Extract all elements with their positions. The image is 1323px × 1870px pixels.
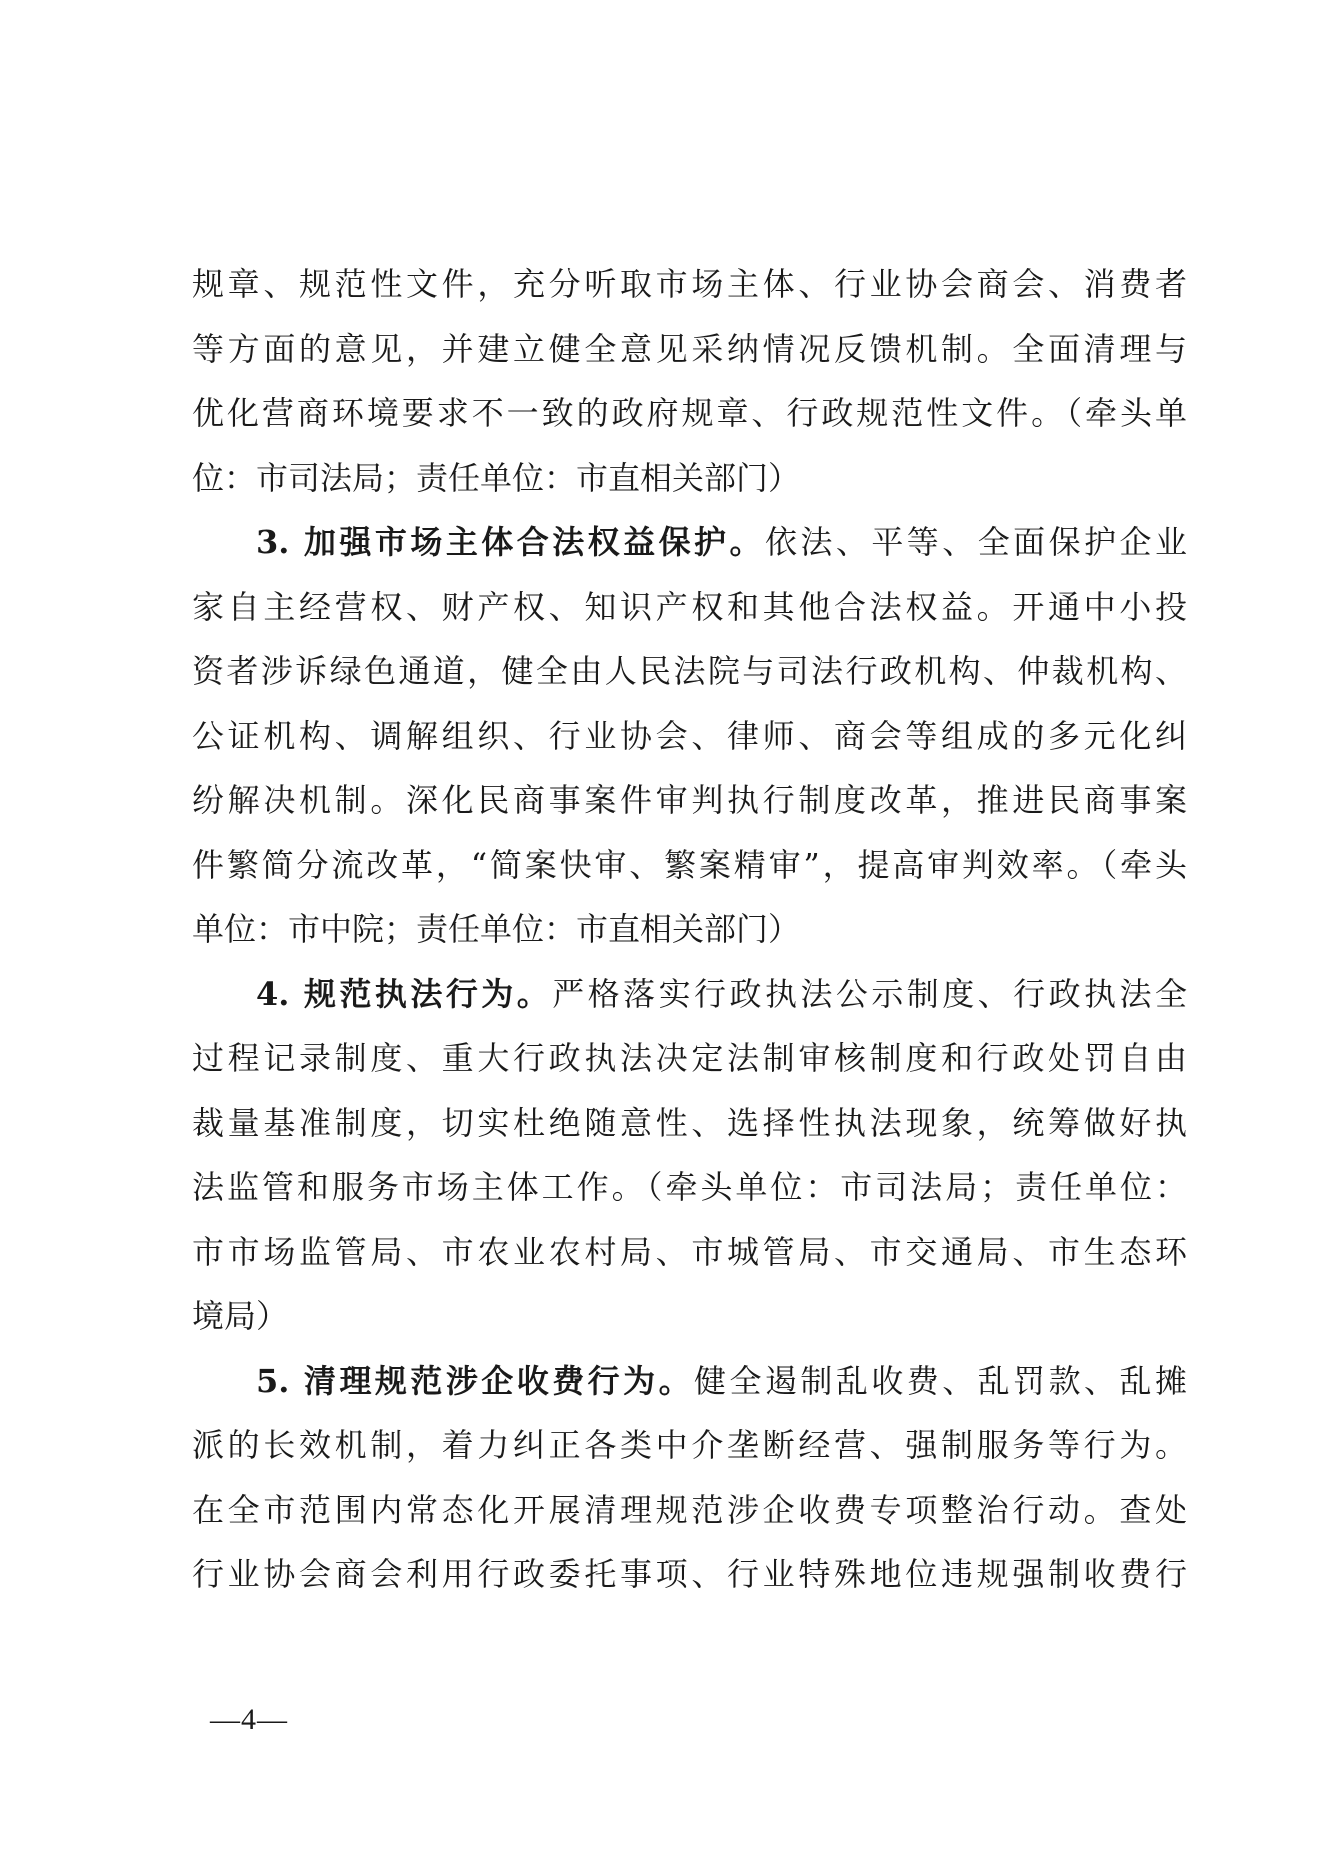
line-text: 裁量基准制度，切实杜绝随意性、选择性执法现象，统筹做好执: [192, 1103, 1187, 1142]
text-line: [192, 1413, 1187, 1478]
text-line: [192, 1284, 1187, 1349]
line-text: 公证机构、调解组织、行业协会、律师、商会等组成的多元化纠: [192, 716, 1187, 755]
text-line: [192, 446, 1187, 511]
line-text: 过程记录制度、重大行政执法决定法制审核制度和行政处罚自由: [192, 1039, 1187, 1077]
line-text: 市市场监管局、市农业农村局、市城管局、市交通局、市生态环: [192, 1232, 1187, 1271]
section-heading: 4. 规范执法行为。: [256, 974, 553, 1013]
line-text: 等方面的意见，并建立健全意见采纳情况反馈机制。全面清理与: [192, 329, 1187, 368]
section-heading: 3. 加强市场主体合法权益保护。: [256, 523, 765, 561]
line-text: 资者涉诉绿色通道，健全由人民法院与司法行政机构、仲裁机构、: [192, 652, 1187, 690]
section-3-heading-line: [192, 510, 1187, 575]
line-text: 位：市司法局；责任单位：市直相关部门）: [192, 458, 801, 497]
line-text: 境局）: [192, 1297, 289, 1335]
text-line: [192, 1091, 1187, 1156]
line-text: 件繁简分流改革，“简案快审、繁案精审”，提高审判效率。（牵头: [192, 845, 1187, 884]
text-line: [192, 897, 1187, 962]
text-line: [192, 1026, 1187, 1091]
text-line: [192, 704, 1187, 769]
text-line: [192, 639, 1187, 704]
text-line: [192, 1478, 1187, 1543]
text-line: [192, 1155, 1187, 1220]
document-body: [192, 252, 1187, 1607]
line-text: 派的长效机制，着力纠正各类中介垄断经营、强制服务等行为。: [192, 1426, 1187, 1464]
line-text: 在全市范围内常态化开展清理规范涉企收费专项整治行动。查处: [192, 1490, 1187, 1529]
line-text: 行业协会商会利用行政委托事项、行业特殊地位违规强制收费行: [192, 1555, 1187, 1593]
line-text: 健全遏制乱收费、乱罚款、乱摊: [694, 1361, 1187, 1400]
line-text: 严格落实行政执法公示制度、行政执法全: [552, 974, 1187, 1013]
line-text: 纷解决机制。深化民商事案件审判执行制度改革，推进民商事案: [192, 781, 1187, 819]
text-line: [192, 1542, 1187, 1607]
line-text: 法监管和服务市场主体工作。（牵头单位：市司法局；责任单位：: [192, 1168, 1187, 1206]
line-text: 家自主经营权、财产权、知识产权和其他合法权益。开通中小投: [192, 587, 1187, 626]
line-text: 单位：市中院；责任单位：市直相关部门）: [192, 910, 801, 948]
text-line: [192, 1220, 1187, 1285]
section-heading: 5. 清理规范涉企收费行为。: [256, 1361, 695, 1400]
text-line: [192, 252, 1187, 317]
line-text: 依法、平等、全面保护企业: [764, 523, 1187, 561]
text-line: [192, 317, 1187, 382]
line-text: 规章、规范性文件，充分听取市场主体、行业协会商会、消费者: [192, 265, 1187, 303]
text-line: [192, 575, 1187, 640]
section-4-heading-line: [192, 962, 1187, 1027]
section-5-heading-line: [192, 1349, 1187, 1414]
text-line: [192, 381, 1187, 446]
text-line: [192, 833, 1187, 898]
page-number: —4—: [210, 1703, 288, 1736]
text-line: [192, 768, 1187, 833]
line-text: 优化营商环境要求不一致的政府规章、行政规范性文件。（牵头单: [192, 394, 1187, 432]
